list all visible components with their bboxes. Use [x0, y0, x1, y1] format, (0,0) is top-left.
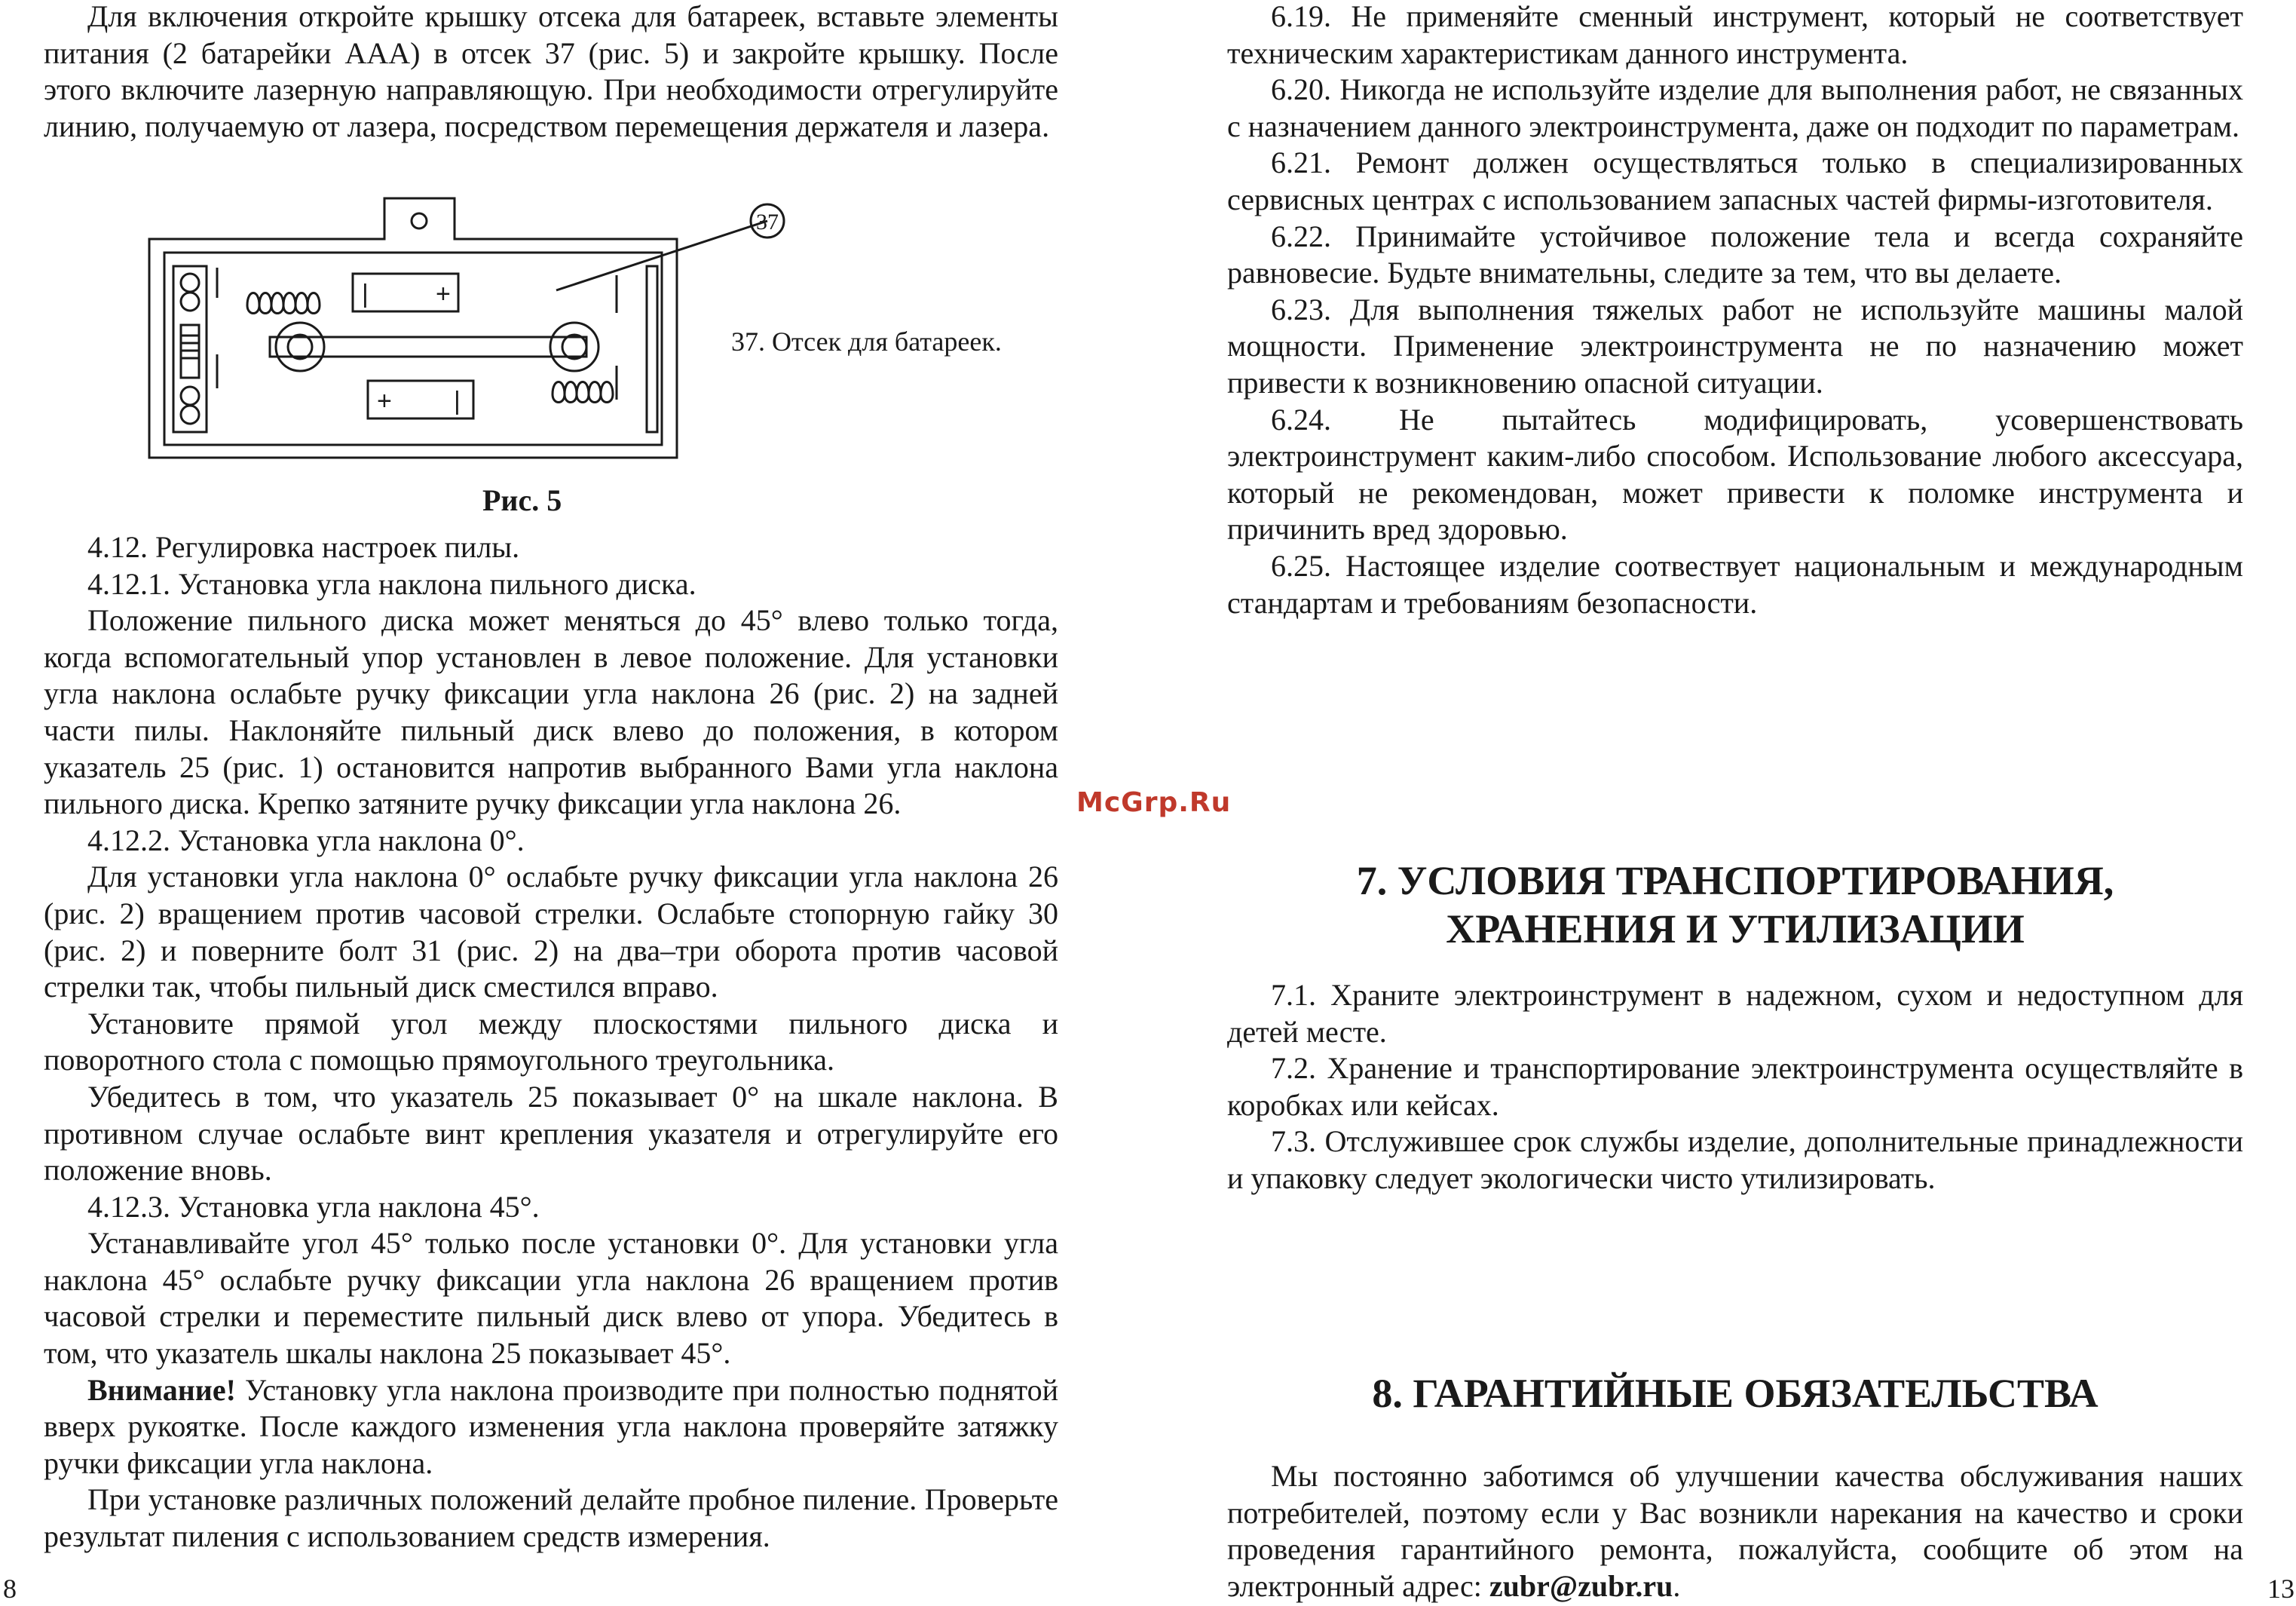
section-7-body: [1227, 977, 2243, 1197]
para-6-23: 6.23. Для выполнения тяжелых работ не используйте машины малой мощности. Применение электроинструмента не по назначению может привести к возникновению опасной ситуации.: [1227, 292, 2243, 400]
para-right-angle: Установите прямой угол между плоскостями пильного диска и поворотного стола с помощью прямоугольного треугольника.: [44, 1006, 1058, 1077]
para-4-12-1: 4.12.1. Установка угла наклона пильного диска.: [87, 566, 696, 601]
right-safety-block: [1227, 0, 2243, 621]
battery-compartment-drawing: [134, 192, 1076, 524]
para-6-25: 6.25. Настоящее изделие соотвествует национальным и международным стандартам и требованиям безопасности.: [1227, 548, 2243, 620]
para-7-1: 7.1. Храните электроинструмент в надежном, сухом и недоступном для детей месте.: [1227, 978, 2243, 1049]
section-7-title-line2: ХРАНЕНИЯ И УТИЛИЗАЦИИ: [1446, 906, 2025, 952]
para-bevel-range: Положение пильного диска может меняться до 45° влево только тогда, когда вспомогательный упор установлен в левое положение. Для установки угла наклона ослабьте ручку фиксации угла наклона 26 (рис. 2) на задней части пилы. Наклоняйте пильный диск влево до положения, в котором указатель 25 (рис. 1) остановится напротив выбранного Вами угла наклона пильного диска. Крепко затяните ручку фиксации угла наклона 26.: [44, 603, 1058, 821]
warranty-email: zubr@zubr.ru: [1489, 1568, 1673, 1603]
battery-top-left-mark: |: [362, 280, 369, 308]
battery-top-right-mark: +: [436, 280, 451, 308]
battery-compartment-figure: [134, 192, 1076, 524]
para-4-12: 4.12. Регулировка настроек пилы.: [87, 530, 520, 564]
callout-number: 37: [756, 210, 779, 234]
para-6-20: 6.20. Никогда не используйте изделие для выполнения работ, не связанных с назначением данного электроинструмента, даже он подходит по параметрам.: [1227, 72, 2243, 143]
section-8-body: [1227, 1458, 2243, 1604]
para-zero-setup: Для установки угла наклона 0° ослабьте ручку фиксации угла наклона 26 (рис. 2) вращением против часовой стрелки. Ослабьте стопорную гайку 30 (рис. 2) и поверните болт 31 (рис. 2) на два–три оборота против часовой стрелки так, чтобы пильный диск сместился вправо.: [44, 860, 1058, 1004]
attention-text: Установку угла наклона производите при полностью поднятой вверх рукоятке. После каждого изменения угла наклона проверяйте затяжку ручки фиксации угла наклона.: [44, 1372, 1058, 1480]
para-test-cut: При установке различных положений делайте пробное пиление. Проверьте результат пиления с использованием средств измерения.: [44, 1482, 1058, 1554]
para-7-3: 7.3. Отслужившее срок службы изделие, дополнительные принадлежности и упаковку следует экологически чисто утилизировать.: [1227, 1124, 2243, 1195]
para-45-setup: Устанавливайте угол 45° только после установки 0°. Для установки угла наклона 45° ослабьте ручку фиксации угла наклона 26 вращением против часовой стрелки и переместите пильный диск влево от упора. Убедитесь в том, что указатель шкалы наклона 25 показывает 45°.: [44, 1226, 1058, 1371]
intro-paragraph: Для включения откройте крышку отсека для батареек, вставьте элементы питания (2 батарейки ААА) в отсек 37 (рис. 5) и закройте крышку. После этого включите лазерную направляющую. При необходимости отрегулируйте линию, получаемую от лазера, посредством перемещения держателя и лазера.: [44, 0, 1058, 143]
battery-bottom-right-mark: |: [454, 387, 461, 415]
para-6-21: 6.21. Ремонт должен осуществляться только в специализированных сервисных центрах с использованием запасных частей фирмы-изготовителя.: [1227, 146, 2243, 216]
para-attention: [44, 1372, 1058, 1482]
para-4-12-3: 4.12.3. Установка угла наклона 45°.: [87, 1189, 540, 1224]
figure-legend: 37. Отсек для батареек.: [731, 326, 1002, 357]
watermark: McGrp.Ru: [1076, 787, 1232, 818]
para-check-pointer: Убедитесь в том, что указатель 25 показывает 0° на шкале наклона. В противном случае ослабьте винт крепления указателя и отрегулируйте его положение вновь.: [44, 1079, 1058, 1188]
section-7-heading: [1227, 857, 2243, 953]
para-4-12-2: 4.12.2. Установка угла наклона 0°.: [87, 823, 525, 857]
para-6-24: 6.24. Не пытайтесь модифицировать, усовершенствовать электроинструмент каким-либо способом. Использование любого аксессуара, который не рекомендован, может привести к поломке инструмента и причинить вред здоровью.: [1227, 402, 2243, 547]
page-number-left: 8: [3, 1574, 17, 1604]
page-number-right: 13: [2267, 1574, 2294, 1604]
warranty-end: .: [1673, 1568, 1681, 1603]
warranty-text: Мы постоянно заботимся об улучшении качества обслуживания наших потребителей, поэтому если у Вас возникли нарекания на качество и сроки проведения гарантийного ремонта, пожалуйста, сообщите об этом на электронный адрес:: [1227, 1459, 2243, 1603]
para-7-2: 7.2. Хранение и транспортирование электроинструмента осуществляйте в коробках или кейсах.: [1227, 1051, 2243, 1122]
figure-caption: Рис. 5: [482, 483, 562, 517]
battery-bottom-left-mark: +: [377, 387, 392, 415]
para-warranty: [1227, 1458, 2243, 1604]
para-6-22: 6.22. Принимайте устойчивое положение тела и всегда сохраняйте равновесие. Будьте внимательны, следите за тем, что вы делаете.: [1227, 219, 2243, 290]
left-body: [44, 529, 1058, 1555]
section-7-title-line1: 7. УСЛОВИЯ ТРАНСПОРТИРОВАНИЯ,: [1356, 858, 2114, 903]
para-6-19: 6.19. Не применяйте сменный инструмент, который не соответствует техническим характеристикам данного инструмента.: [1227, 0, 2243, 70]
section-8-heading: 8. ГАРАНТИЙНЫЕ ОБЯЗАТЕЛЬСТВА: [1372, 1371, 2099, 1416]
attention-label: Внимание!: [87, 1372, 236, 1407]
